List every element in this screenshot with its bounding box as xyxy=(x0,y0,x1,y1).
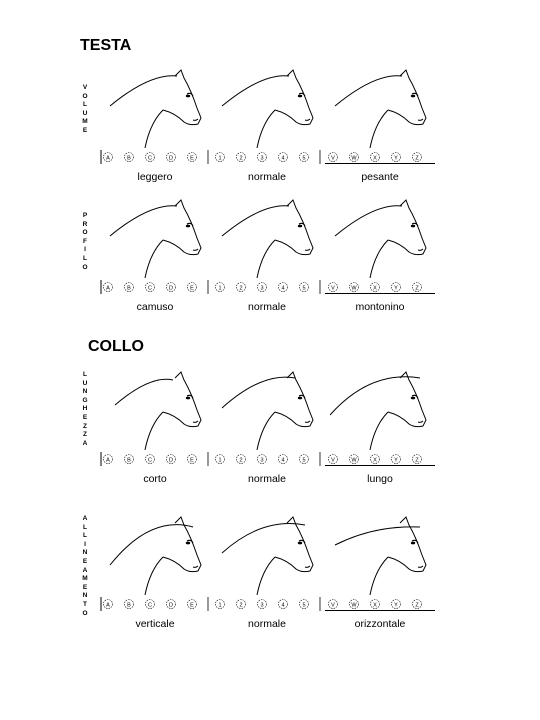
rating-scale xyxy=(100,597,210,611)
horse-head-pesante xyxy=(330,68,440,148)
scale-option-label: 2 xyxy=(239,457,243,464)
rating-scale xyxy=(212,150,322,164)
rating-scale-group xyxy=(212,150,322,164)
grade-label: leggero xyxy=(137,171,173,183)
scale-option-label: 1 xyxy=(218,602,222,609)
scale-option-label: B xyxy=(127,285,131,292)
scale-option-label: 3 xyxy=(260,602,264,609)
horse-head-corto xyxy=(105,370,215,450)
scale-option-label: 2 xyxy=(239,602,243,609)
rating-scale-group xyxy=(100,280,210,294)
scale-option-label: 1 xyxy=(218,457,222,464)
scale-option-label: A xyxy=(106,602,110,609)
scale-option-label: 4 xyxy=(281,602,285,609)
scale-option-label: 5 xyxy=(302,285,306,292)
scale-option-label: D xyxy=(169,602,173,609)
scale-option-label: 1 xyxy=(218,155,222,162)
grade-label: normale xyxy=(248,473,286,485)
scale-option-label: E xyxy=(190,602,194,609)
scale-option-label: B xyxy=(127,457,131,464)
scale-option-label: X xyxy=(373,285,377,292)
rating-scale-group xyxy=(100,597,210,611)
scale-option-label: D xyxy=(169,285,173,292)
scale-option-label: E xyxy=(190,457,194,464)
scale-option-label: X xyxy=(373,457,377,464)
scale-option-label: E xyxy=(190,155,194,162)
scale-option-label: W xyxy=(351,457,357,464)
scale-option-label: Y xyxy=(394,602,398,609)
grade-label: orizzontale xyxy=(354,618,406,630)
rating-scale xyxy=(100,452,210,466)
horse-head-illustration xyxy=(330,370,440,450)
rating-scale-group xyxy=(212,452,322,466)
grade-label: verticale xyxy=(135,618,175,630)
scale-option-label: Y xyxy=(394,155,398,162)
scale-option-label: X xyxy=(373,602,377,609)
scale-option-label: 4 xyxy=(281,285,285,292)
scale-option-label: 1 xyxy=(218,285,222,292)
scale-option-label: 3 xyxy=(260,285,264,292)
section-title-collo: COLLO xyxy=(88,338,144,355)
horse-head-normale xyxy=(217,68,327,148)
rating-scale xyxy=(212,280,322,294)
rating-scale xyxy=(325,452,435,466)
grade-label: normale xyxy=(248,301,286,313)
scale-option-label: Z xyxy=(415,602,419,609)
rating-scale xyxy=(325,280,435,294)
horse-head-camuso xyxy=(105,198,215,278)
rating-scale-group xyxy=(325,150,435,164)
scale-option-label: C xyxy=(148,285,152,292)
scale-option-label: 2 xyxy=(239,155,243,162)
horse-head-lungo xyxy=(330,370,440,450)
scale-option-label: 5 xyxy=(302,602,306,609)
scale-option-label: Z xyxy=(415,285,419,292)
horse-head-normale xyxy=(217,370,327,450)
scale-option-label: 4 xyxy=(281,457,285,464)
horse-head-normale xyxy=(217,515,327,595)
horse-head-normale xyxy=(217,198,327,278)
scale-option-label: V xyxy=(331,457,335,464)
scale-option-label: B xyxy=(127,155,131,162)
scale-option-label: V xyxy=(331,155,335,162)
scale-option-label: Y xyxy=(394,457,398,464)
scale-option-label: W xyxy=(351,155,357,162)
horse-head-illustration xyxy=(217,198,327,278)
scale-option-label: D xyxy=(169,457,173,464)
horse-head-illustration xyxy=(217,515,327,595)
rating-scale-group xyxy=(325,452,435,466)
scale-option-label: 5 xyxy=(302,457,306,464)
rating-scale xyxy=(212,597,322,611)
grade-label: camuso xyxy=(136,301,174,313)
scale-option-label: W xyxy=(351,285,357,292)
scale-option-label: W xyxy=(351,602,357,609)
horse-head-illustration xyxy=(217,68,327,148)
horse-head-illustration xyxy=(105,68,215,148)
horse-head-illustration xyxy=(330,198,440,278)
scale-option-label: C xyxy=(148,457,152,464)
scale-option-label: X xyxy=(373,155,377,162)
scale-option-label: V xyxy=(331,285,335,292)
rating-scale-group xyxy=(325,280,435,294)
rating-scale-group xyxy=(212,597,322,611)
horse-head-orizzontale xyxy=(330,515,440,595)
scale-option-label: 5 xyxy=(302,155,306,162)
horse-head-verticale xyxy=(105,515,215,595)
rating-scale xyxy=(100,150,210,164)
scale-option-label: C xyxy=(148,602,152,609)
scale-option-label: 2 xyxy=(239,285,243,292)
scale-option-label: 3 xyxy=(260,155,264,162)
scale-option-label: Y xyxy=(394,285,398,292)
rating-scale-group xyxy=(325,597,435,611)
horse-head-leggero xyxy=(105,68,215,148)
grade-label: montonino xyxy=(355,301,405,313)
trait-label-lunghezza: L U N G H E Z Z A xyxy=(82,371,88,447)
grade-label: corto xyxy=(143,473,167,485)
rating-scale-group xyxy=(100,150,210,164)
scale-option-label: 4 xyxy=(281,155,285,162)
grade-label: pesante xyxy=(361,171,399,183)
scale-option-label: 3 xyxy=(260,457,264,464)
horse-head-illustration xyxy=(217,370,327,450)
grade-label: lungo xyxy=(367,473,393,485)
horse-head-illustration xyxy=(105,198,215,278)
horse-head-illustration xyxy=(105,515,215,595)
section-title-testa: TESTA xyxy=(80,37,132,54)
grade-label: normale xyxy=(248,171,286,183)
trait-label-volume: V O L U M E xyxy=(82,84,88,134)
scale-option-label: D xyxy=(169,155,173,162)
scale-option-label: V xyxy=(331,602,335,609)
scale-option-label: A xyxy=(106,155,110,162)
rating-scale-group xyxy=(100,452,210,466)
scale-option-label: C xyxy=(148,155,152,162)
rating-scale xyxy=(100,280,210,294)
horse-head-illustration xyxy=(330,515,440,595)
scale-option-label: A xyxy=(106,285,110,292)
rating-scale xyxy=(325,150,435,164)
horse-head-illustration xyxy=(105,370,215,450)
rating-scale xyxy=(212,452,322,466)
trait-label-profilo: P R O F I L O xyxy=(82,212,88,271)
scale-option-label: A xyxy=(106,457,110,464)
horse-head-montonino xyxy=(330,198,440,278)
rating-scale xyxy=(325,597,435,611)
trait-label-allineamento: A L L I N E A M E N T O xyxy=(82,515,88,617)
scale-option-label: Z xyxy=(415,457,419,464)
horse-head-illustration xyxy=(330,68,440,148)
scale-option-label: B xyxy=(127,602,131,609)
scale-option-label: Z xyxy=(415,155,419,162)
rating-scale-group xyxy=(212,280,322,294)
scale-option-label: E xyxy=(190,285,194,292)
grade-label: normale xyxy=(248,618,286,630)
